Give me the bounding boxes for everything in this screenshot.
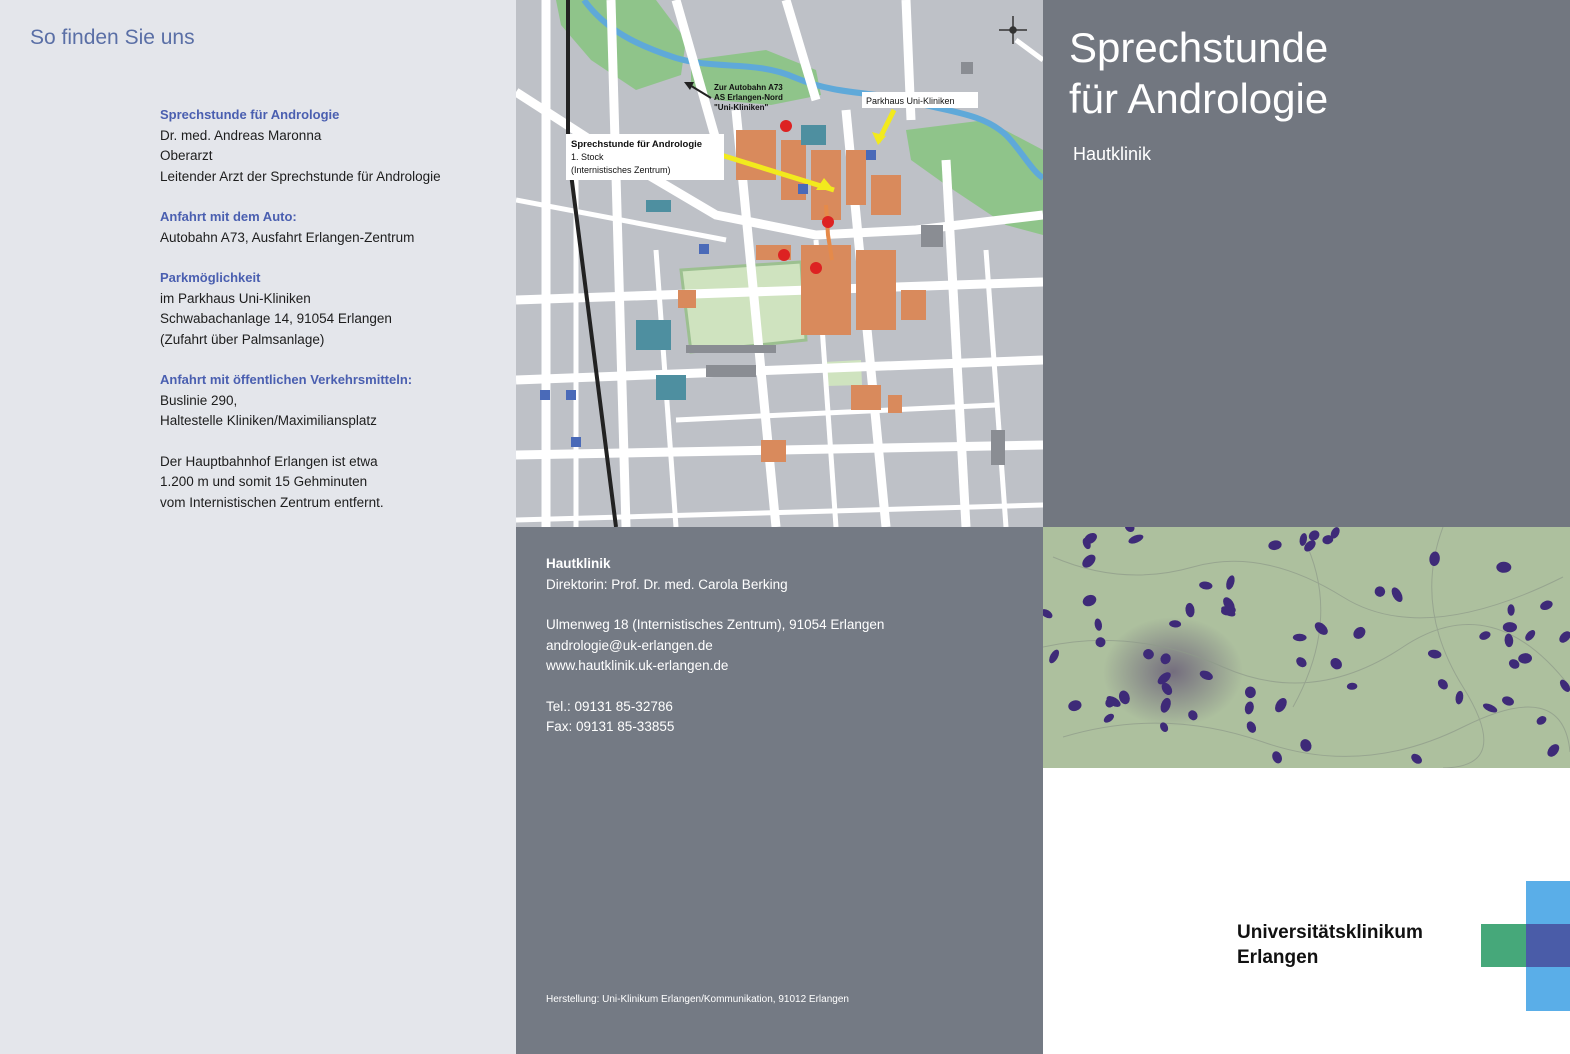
production-note: Herstellung: Uni-Klinikum Erlangen/Kommunikation, 91012 Erlangen (546, 994, 849, 1005)
autobahn-label: Zur Autobahn A73 (714, 83, 783, 92)
block-line: Der Hauptbahnhof Erlangen ist etwa (160, 453, 378, 469)
block-line: Buslinie 290, (160, 392, 238, 408)
contact-info (546, 554, 884, 738)
block-andrologie (160, 105, 510, 187)
block-train-station (160, 452, 510, 514)
block-line: Autobahn A73, Ausfahrt Erlangen-Zentrum (160, 229, 415, 245)
andrologie-label-title: Sprechstunde für Andrologie (571, 139, 703, 150)
directions-heading: So finden Sie uns (30, 26, 195, 49)
university-logo-icon (1481, 881, 1570, 1011)
block-title: Sprechstunde für Andrologie (160, 107, 340, 122)
block-title: Anfahrt mit öffentlichen Verkehrsmitteln: (160, 372, 413, 387)
block-line: vom Internistischen Zentrum entfernt. (160, 494, 384, 510)
address: Ulmenweg 18 (Internistisches Zentrum), 91054 Erlangen (546, 617, 885, 632)
block-public-transport (160, 370, 510, 432)
cover-subtitle: Hautklinik (1073, 144, 1152, 164)
autobahn-label: "Uni-Kliniken" (714, 103, 769, 112)
microscopy-image (1043, 527, 1570, 768)
block-line: 1.200 m und somit 15 Gehminuten (160, 474, 368, 489)
block-auto (160, 207, 510, 248)
logo-line: Erlangen (1237, 947, 1319, 968)
cover-panel (1043, 0, 1570, 1054)
block-line: (Zufahrt über Palmsanlage) (160, 331, 325, 347)
block-parking (160, 268, 510, 350)
clinic-name: Hautklinik (546, 556, 611, 571)
campus-map (516, 0, 1043, 527)
contact-panel (516, 0, 1043, 1054)
parkhaus-label: Parkhaus Uni-Kliniken (866, 96, 955, 106)
block-title: Anfahrt mit dem Auto: (160, 209, 297, 224)
cover-title-block (1043, 0, 1570, 527)
block-title: Parkmöglichkeit (160, 270, 261, 285)
title-line: Sprechstunde (1069, 24, 1329, 71)
andrologie-label-line: (Internistisches Zentrum) (571, 165, 671, 175)
email-link[interactable]: andrologie@uk-erlangen.de (546, 637, 713, 653)
block-line: Dr. med. Andreas Maronna (160, 127, 322, 143)
block-line: Oberarzt (160, 148, 213, 163)
directions-panel (0, 0, 516, 1054)
map-drawing (516, 0, 1043, 527)
logo-line: Universitätsklinikum (1237, 922, 1423, 943)
block-line: im Parkhaus Uni-Kliniken (160, 290, 311, 306)
fax: Fax: 09131 85-33855 (546, 719, 675, 734)
directions-info (160, 105, 510, 533)
block-line: Haltestelle Kliniken/Maximiliansplatz (160, 413, 377, 428)
phone: Tel.: 09131 85-32786 (546, 698, 673, 714)
block-line: Schwabachanlage 14, 91054 Erlangen (160, 311, 392, 326)
cover-title (1069, 22, 1328, 124)
title-line: für Andrologie (1069, 75, 1329, 122)
palace-garden (681, 262, 806, 352)
andrologie-label-line: 1. Stock (571, 152, 604, 162)
sperm-cells-image (1043, 527, 1570, 768)
block-line: Leitender Arzt der Sprechstunde für Andrologie (160, 168, 441, 184)
logo-wordmark (1237, 920, 1423, 970)
autobahn-label: AS Erlangen-Nord (714, 93, 783, 102)
website-link[interactable]: www.hautklinik.uk-erlangen.de (546, 658, 729, 673)
director: Direktorin: Prof. Dr. med. Carola Berking (546, 576, 788, 592)
